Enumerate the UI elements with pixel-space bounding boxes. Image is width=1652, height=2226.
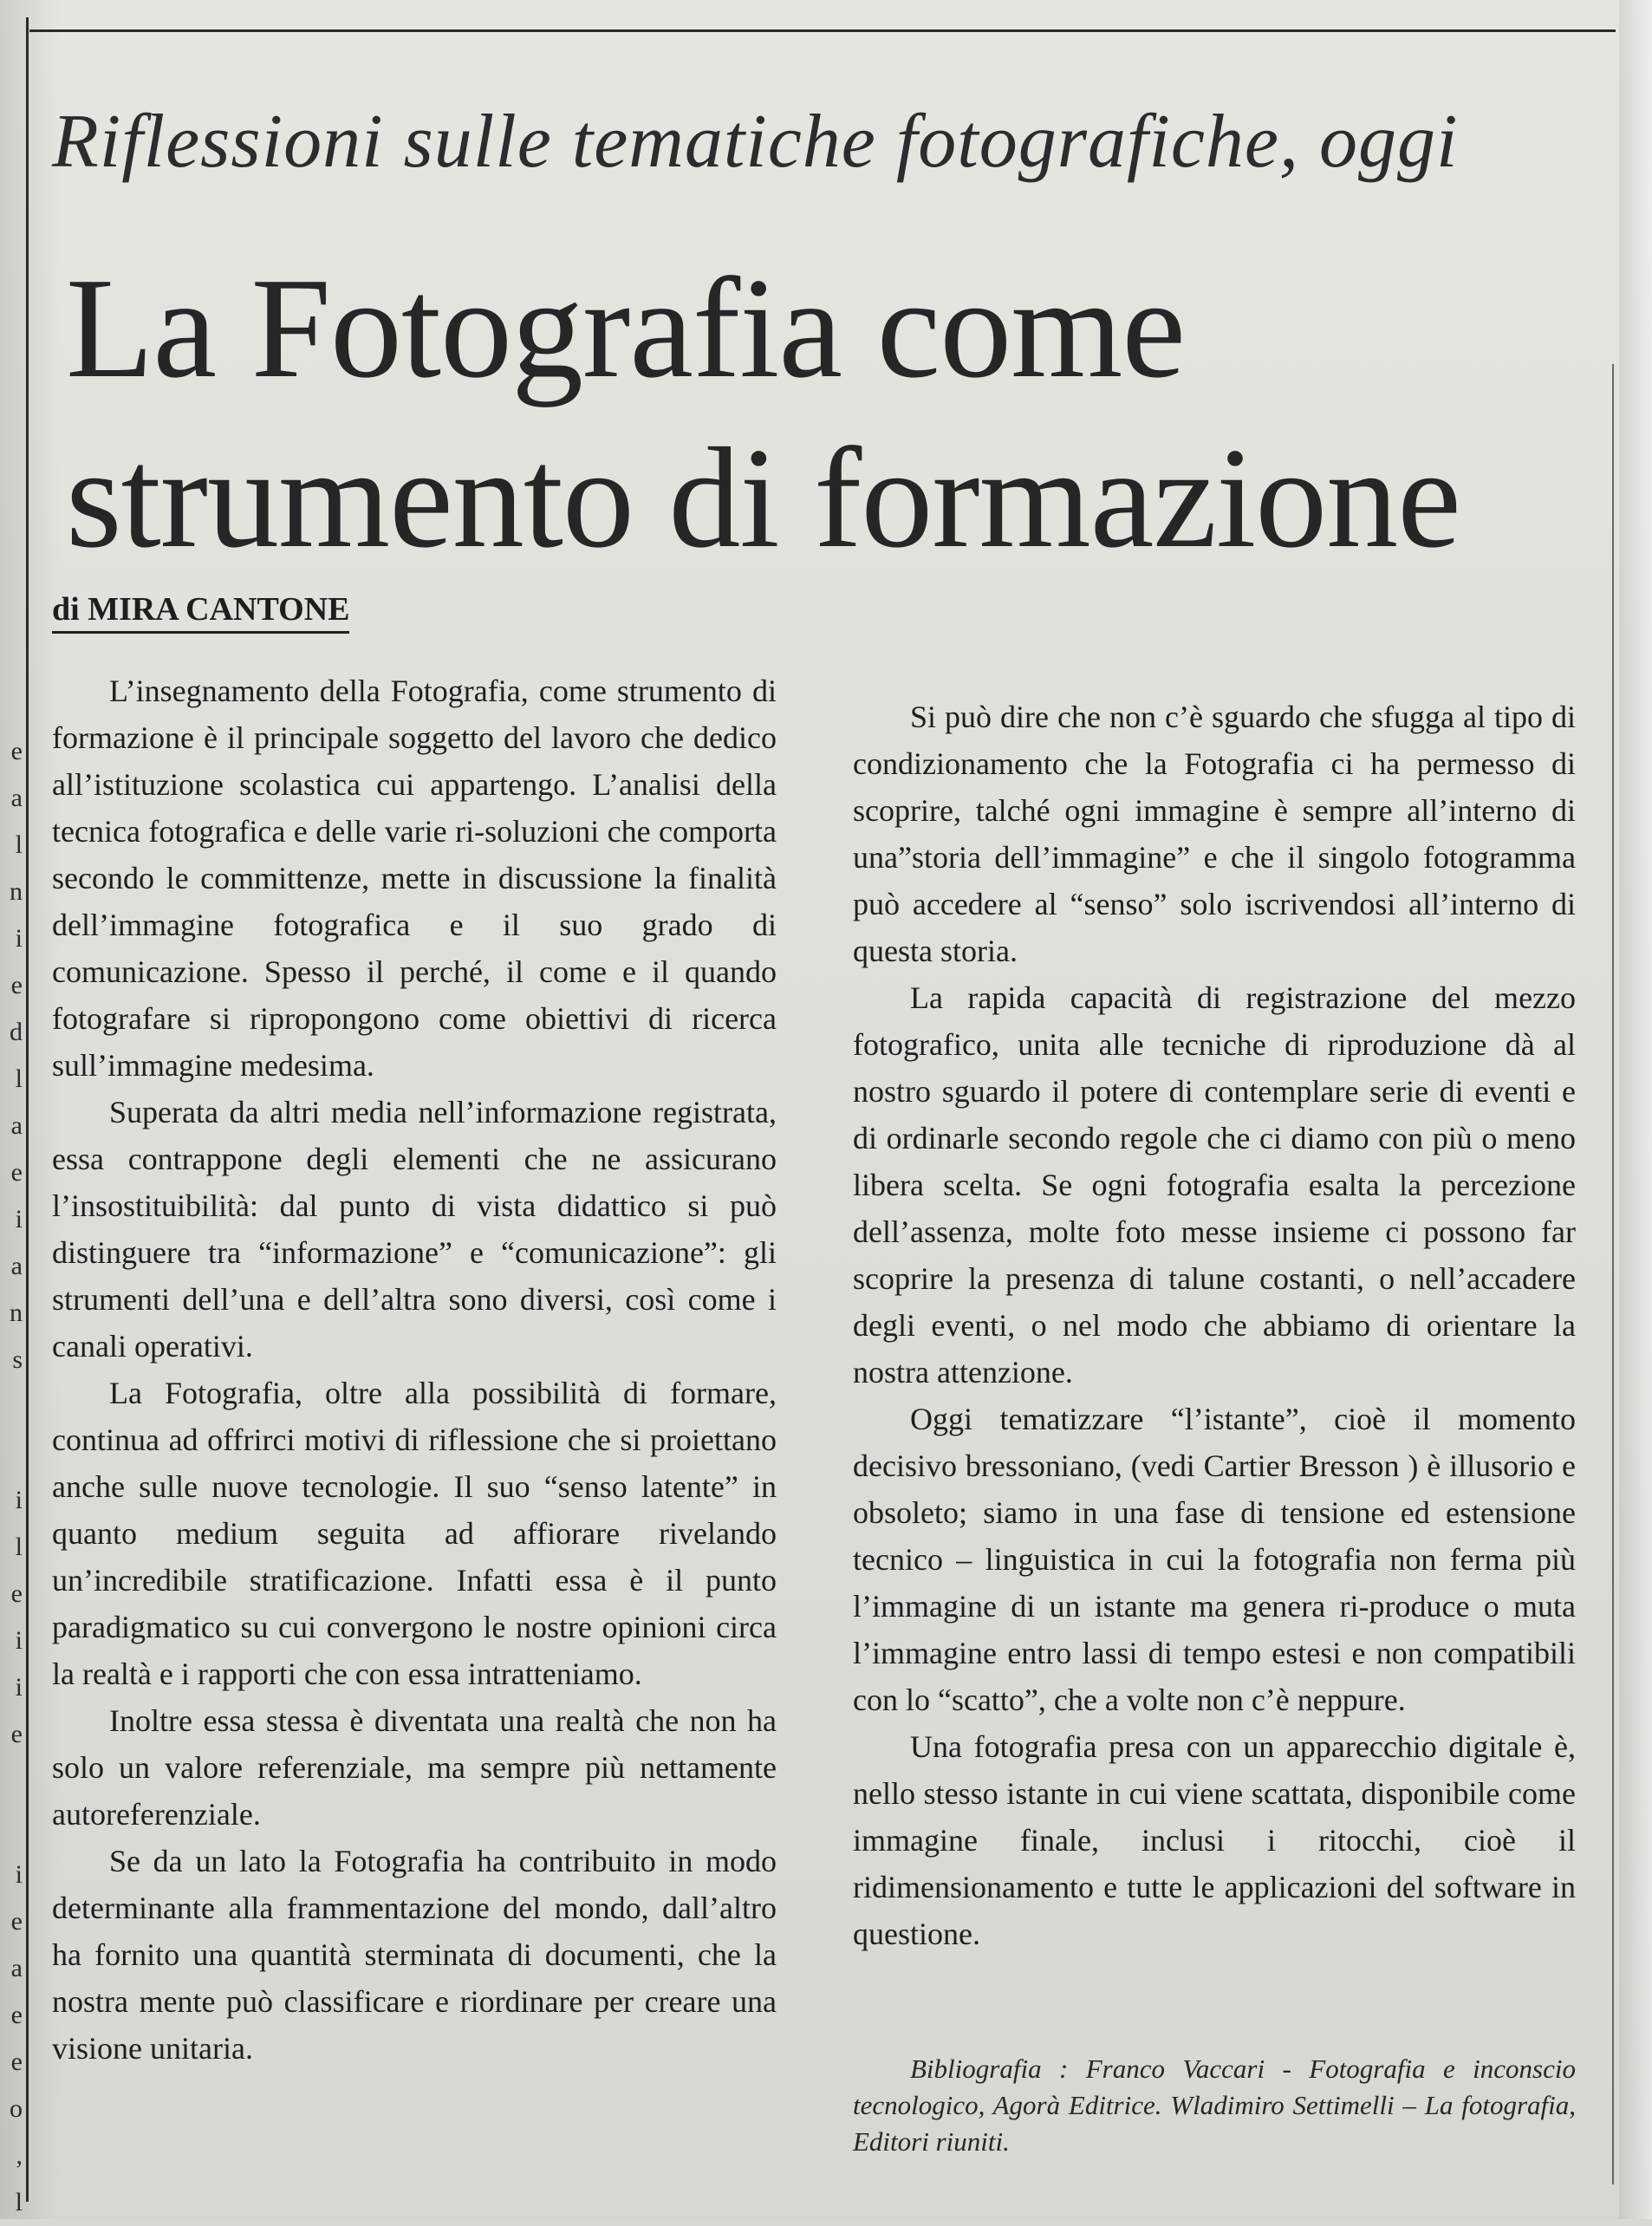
fragment-letter: n xyxy=(10,1298,23,1327)
fragment-letter: d xyxy=(10,1018,23,1046)
fragment-letter: n xyxy=(10,877,23,906)
paragraph: Oggi tematizzare “l’istante”, cioè il momento decisivo bressoniano, (vedi Cartier Bresson ) è illusorio e obsoleto; siamo in una fase di tensione ed estensione tecnico – linguistica in cui la fotografia non ferma più l’immagine di un istante ma genera ri-produce o muta l’immagine entro lassi di tempo estesi e non compatibili con lo “scatto”, che a volte non c’è neppure. xyxy=(853,1402,1576,1717)
fragment-letter: l xyxy=(15,1064,23,1093)
byline-author: MIRA CANTONE xyxy=(88,591,350,628)
fragment-letter: i xyxy=(15,924,23,953)
article-column-left xyxy=(52,667,777,2072)
fragment-letter: i xyxy=(15,1486,23,1514)
byline-prefix: di xyxy=(52,591,80,628)
fragment-letter: e xyxy=(10,737,23,765)
fragment-letter: , xyxy=(16,2141,23,2170)
paragraph: Se da un lato la Fotografia ha contribuito in modo determinante alla frammentazione del mondo, dall’altro ha fornito una quantità sterminata di documenti, che la nostra mente può classificare e riordinare per creare una visione unitaria. xyxy=(52,1844,777,2066)
paragraph: Inoltre essa stessa è diventata una realtà che non ha solo un valore referenziale, ma sempre più nettamente autoreferenziale. xyxy=(52,1703,777,1832)
paragraph: Si può dire che non c’è sguardo che sfugga al tipo di condizionamento che la Fotografia ci ha permesso di scoprire, talché ogni immagine è sempre all’interno di una”storia dell’immagine” e che il singolo fotogramma può accedere al “senso” solo iscrivendosi all’interno di questa storia. xyxy=(853,700,1576,968)
fragment-letter: e xyxy=(10,1579,23,1608)
fragment-letter: e xyxy=(10,2001,23,2029)
paragraph: Superata da altri media nell’informazione registrata, essa contrappone degli elementi che ne assicurano l’insostituibilità: dal punto di vista didattico si può distinguere tra “informazione” e “comunicazione”: gli strumenti dell’una e dell’altra sono diversi, così come i canali operativi. xyxy=(52,1095,777,1364)
fragment-letter: e xyxy=(10,2047,23,2076)
fragment-letter: i xyxy=(15,1205,23,1233)
paragraph: L’insegnamento della Fotografia, come strumento di formazione è il principale soggetto del lavoro che dedico all’istituzione scolastica cui appartengo. L’analisi della tecnica fotografica e delle varie ri-soluzioni che comporta secondo le committenze, mette in discussione la finalità dell’immagine fotografica e il suo grado di comunicazione. Spesso il perché, il come e il quando fotografare si ripropongono come obiettivi di ricerca sull’immagine medesima. xyxy=(52,674,777,1083)
fragment-letter: a xyxy=(10,1954,23,1982)
paragraph: Una fotografia presa con un apparecchio digitale è, nello stesso istante in cui viene scattata, disponibile come immagine finale, inclusi i ritocchi, cioè il ridimensionamento e tutte le applicazioni del software in questione. xyxy=(853,1729,1576,1951)
fragment-letter: i xyxy=(15,1626,23,1655)
fragment-letter: e xyxy=(10,1907,23,1936)
fragment-letter: a xyxy=(10,784,23,812)
column-rule-left xyxy=(26,17,29,2202)
byline xyxy=(52,589,349,634)
fragment-letter: s xyxy=(12,1345,23,1374)
fragment-letter: l xyxy=(15,830,23,859)
paragraph: La rapida capacità di registrazione del mezzo fotografico, unita alle tecniche di riproduzione dà al nostro sguardo il potere di contemplare serie di eventi e di ordinarle secondo regole che ci diamo con più o meno libera scelta. Se ogni fotografia esalta la percezione dell’assenza, molte foto messe insieme ci possono far scoprire la presenza di talune costanti, o nell’accadere degli eventi, o nel modo che abbiamo di orientare la nostra attenzione. xyxy=(853,980,1576,1390)
fragment-letter: a xyxy=(10,1111,23,1140)
article-kicker: Riflessioni sulle tematiche fotografiche, oggi xyxy=(52,100,1459,184)
fragment-letter: e xyxy=(10,1720,23,1748)
fragment-letter: e xyxy=(10,1158,23,1187)
article-headline: La Fotografia come strumento di formazione xyxy=(66,248,1460,577)
fragment-letter: e xyxy=(10,971,23,999)
fragment-letter: l xyxy=(15,2188,23,2216)
top-rule xyxy=(29,29,1616,32)
adjacent-column-fragments xyxy=(0,728,23,2226)
paragraph: La Fotografia, oltre alla possibilità di formare, continua ad offrirci motivi di riflessione che si proiettano anche sulle nuove tecnologie. Il suo “senso latente” in quanto medium seguita ad affiorare rivelando un’incredibile stratificazione. Infatti essa è il punto paradigmatico su cui convergono le nostre opinioni circa la realtà e i rapporti che con essa intratteniamo. xyxy=(52,1376,777,1691)
bibliography: Bibliografia : Franco Vaccari - Fotografia e inconscio tecnologico, Agorà Editrice. Wladimiro Settimelli – La fotografia, Editori riuniti. xyxy=(853,2054,1576,2157)
fragment-letter: i xyxy=(15,1860,23,1889)
column-rule-right xyxy=(1612,364,1614,2184)
fragment-letter: i xyxy=(15,1673,23,1702)
article-column-right xyxy=(853,693,1576,1957)
fragment-letter: a xyxy=(10,1252,23,1280)
fragment-letter: l xyxy=(15,1533,23,1561)
fragment-letter: o xyxy=(10,2094,23,2123)
